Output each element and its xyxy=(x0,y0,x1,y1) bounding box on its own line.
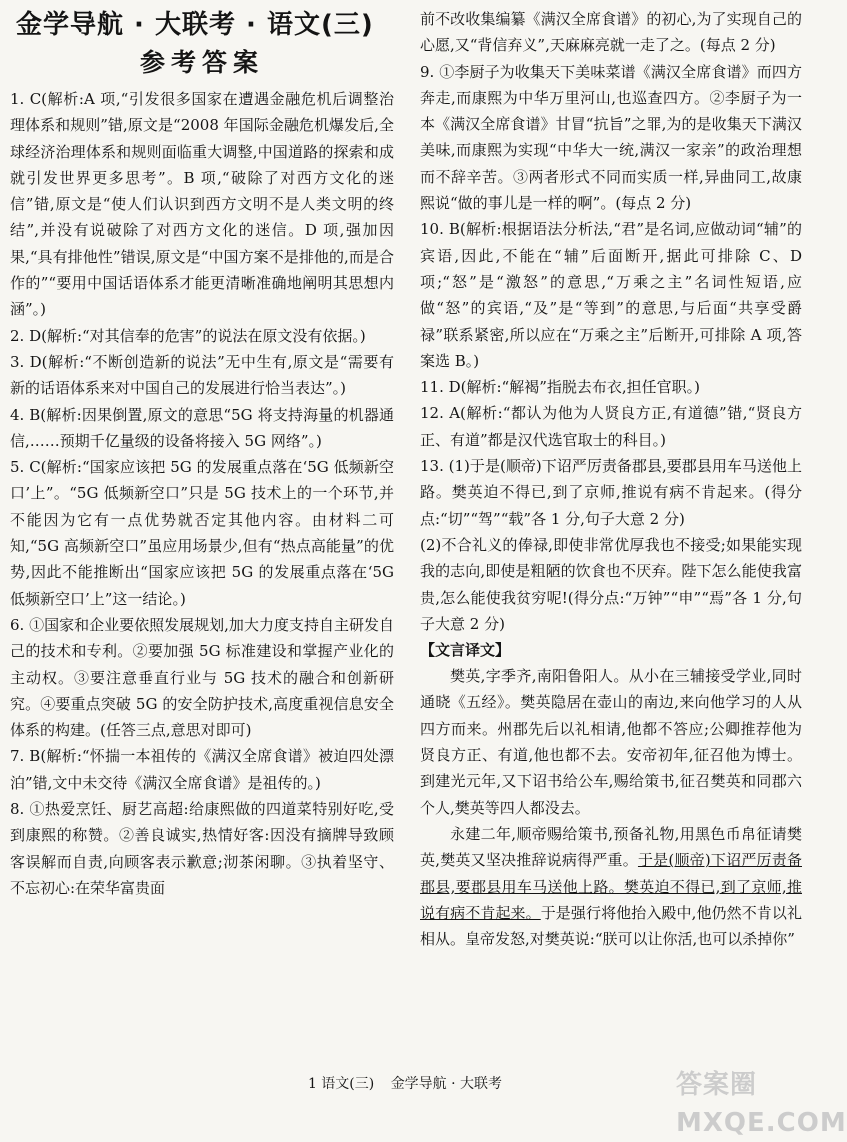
right-column xyxy=(420,6,802,952)
page-title: 金学导航 · 大联考 · 语文(三) xyxy=(16,10,374,40)
answer-4: 4. B(解析:因果倒置,原文的意思“5G 将支持海量的机器通信,……预期千亿量级的设备将接入 5G 网络”。) xyxy=(10,405,394,450)
answer-6: 6. ①国家和企业要依照发展规划,加大力度支持自主研发自己的技术和专利。②要加强 5G 标准建设和掌握产业化的主动权。③要注意垂直行业与 5G 技术的融合和创新研究。④要重点突破 5G 的安全防护技术,高度重视信息安全体系的构建。(任答三点,意思对即可) xyxy=(10,615,394,740)
answer-7: 7. B(解析:“怀揣一本祖传的《满汉全席食谱》被迫四处漂泊”错,文中未交待《满汉全席食谱》是祖传的。) xyxy=(10,747,394,792)
translation-p2-end: 于是强行将他抬入殿中,他仍然不肯以礼相从。皇帝发怒,对樊英说:“朕可以让你活,也可以杀掉你” xyxy=(420,903,802,949)
answer-13-1: 13. (1)于是(顺帝)下诏严厉责备郡县,要郡县用车马送他上路。樊英迫不得已,到了京师,推说有病不肯起来。(得分点:“切”“驾”“载”各 1 分,句子大意 2 分) xyxy=(420,457,802,528)
translation-paragraph-1: 樊英,字季齐,南阳鲁阳人。从小在三辅接受学业,同时通晓《五经》。樊英隐居在壶山的南边,来向他学习的人从四方而来。州郡先后以礼相请,他都不答应;公卿推荐他为贤良方正、有道,他也都不去。安帝初年,征召他为博士。到建光元年,又下诏书给公车,赐给策书,征召樊英和同郡六个人,樊英等四人都没去。 xyxy=(420,667,802,817)
answer-13-2: (2)不合礼义的俸禄,即使非常优厚我也不接受;如果能实现我的志向,即使是粗陋的饮食也不厌弃。陛下怎么能使我富贵,怎么能使我贫穷呢!(得分点:“万钟”“申”“焉”各 1 分,句子大意 2 分) xyxy=(420,535,802,633)
answer-8-continued: 前不改收集编纂《满汉全席食谱》的初心,为了实现自己的心愿,又“背信弃义”,天麻麻亮就一走了之。(每点 2 分) xyxy=(420,10,802,55)
left-column xyxy=(10,6,394,901)
answer-5: 5. C(解析:“国家应该把 5G 的发展重点落在‘5G 低频新空口’上”。“5G 低频新空口”只是 5G 技术上的一个环节,并不能因为它有一点优势就否定其他内容。由材料二可知,“5G 高频新空口”虽应用场景少,但有“热点高能量”的优势,因此不能推断出“国家应该把 5G 的发展重点落在‘5G 低频新空口’上”这一结论。) xyxy=(10,458,394,608)
answer-1: 1. C(解析:A 项,“引发很多国家在遭遇金融危机后调整治理体系和规则”错,原文是“2008 年国际金融危机爆发后,全球经济治理体系和规则面临重大调整,中国道路的探索和成就引发世界更多思考”。B 项,“破除了对西方文化的迷信”错,原文是“使人们认识到西方文明不是人类文明的终结”,并没有说破除了对西方文化的迷信。D 项,强加因果,“具有排他性”错误,原文是“中国方案不是排他的,而是合作的”“要用中国话语体系才能更清晰准确地阐明其思想内涵”。) xyxy=(10,90,394,319)
translation-p2-underlined: 于是(顺帝)下诏严厉责备郡县,要郡县用车马送他上路。樊英迫不得已,到了京师,推说有病不肯起来。 xyxy=(420,851,802,922)
answer-10: 10. B(解析:根据语法分析法,“君”是名词,应做动词“辅”的宾语,因此,不能在“辅”后面断开,据此可排除 C、D 项;“怒”是“激怒”的意思,“万乘之主”名词性短语,应做“怒”的宾语,“及”是“等到”的意思,与后面“共享受爵禄”联系紧密,所以应在“万乘之主”后断开,可排除 A 项,答案选 B。) xyxy=(420,220,802,370)
footer-page: 1 语文(三) xyxy=(307,1076,375,1092)
answer-11: 11. D(解析:“解褐”指脱去布衣,担任官职。) xyxy=(420,378,701,397)
translation-paragraph-2 xyxy=(420,821,802,952)
answer-9: 9. ①李厨子为收集天下美味菜谱《满汉全席食谱》而四方奔走,而康熙为中华万里河山,也巡查四方。②李厨子为一本《满汉全席食谱》甘冒“抗旨”之罪,为的是收集天下满汉美味,而康熙为实现“中华大一统,满汉一家亲”的政治理想而不辞辛苦。③两者形式不同而实质一样,异曲同工,故康熙说“做的事儿是一样的啊”。(每点 2 分) xyxy=(420,62,802,213)
footer-brand: 金学导航 · 大联考 xyxy=(390,1076,503,1092)
answer-2: 2. D(解析:“对其信奉的危害”的说法在原文没有依据。) xyxy=(10,326,366,345)
answer-8: 8. ①热爱烹饪、厨艺高超:给康熙做的四道菜特别好吃,受到康熙的称赞。②善良诚实,热情好客:因没有摘牌导致顾客误解而自责,向顾客表示歉意;沏茶闲聊。③执着坚守、不忘初心:在荣华富贵面 xyxy=(10,800,394,897)
watermark-logo: 答案圈 MXQE.COM xyxy=(676,1070,847,1138)
translation-p2-start: 永建二年,顺帝赐给策书,预备礼物,用黑色币帛征请樊英,樊英又坚决推辞说病得严重。 xyxy=(420,824,802,870)
answer-12: 12. A(解析:“都认为他为人贤良方正,有道德”错,“贤良方正、有道”都是汉代选官取士的科目。) xyxy=(420,404,802,449)
page-subtitle: 参考答案 xyxy=(139,48,264,77)
answer-3: 3. D(解析:“不断创造新的说法”无中生有,原文是“需要有新的话语体系来对中国自己的发展进行恰当表达”。) xyxy=(10,352,394,398)
translation-heading: 【文言译文】 xyxy=(420,641,511,660)
